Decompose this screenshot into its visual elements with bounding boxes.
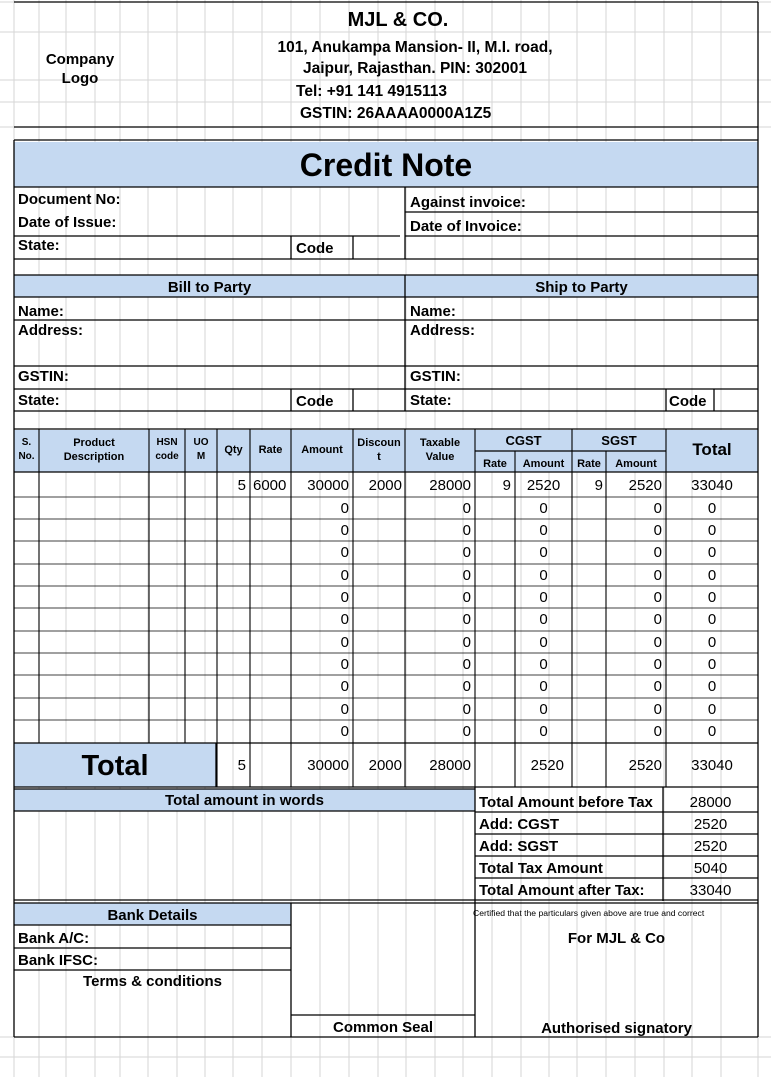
table-cell-sgst-amount: 0 xyxy=(653,500,662,517)
summary-label: Add: CGST xyxy=(479,817,559,832)
table-cell-sgst-rate: 9 xyxy=(594,477,603,494)
bank-ac-label: Bank A/C: xyxy=(18,930,90,947)
table-cell-amount: 30000 xyxy=(307,477,349,494)
table-cell-sgst-amount: 0 xyxy=(653,678,662,695)
company-logo-placeholder xyxy=(30,50,130,88)
table-cell-sgst-amount: 0 xyxy=(653,656,662,673)
table-cell-amount: 0 xyxy=(340,567,349,584)
logo-text-line2: Logo xyxy=(61,70,99,87)
col-header-qty: Qty xyxy=(224,444,243,456)
col-header-cgst-amount: Amount xyxy=(522,458,565,470)
table-cell-taxable: 0 xyxy=(462,544,471,561)
col-header-cgst-rate: Rate xyxy=(483,458,507,470)
state-code-label: Code xyxy=(296,240,334,257)
table-cell-cgst-amount: 0 xyxy=(539,723,548,740)
bill-to-state-label: State: xyxy=(18,392,60,409)
company-address-line2: Jaipur, Rajasthan. PIN: 302001 xyxy=(303,60,527,77)
table-cell-amount: 0 xyxy=(340,656,349,673)
common-seal-label: Common Seal xyxy=(332,1019,434,1036)
terms-label: Terms & conditions xyxy=(83,973,222,990)
table-cell-total: 0 xyxy=(707,500,717,517)
summary-value: 2520 xyxy=(693,816,728,833)
totals-label: Total xyxy=(81,750,149,782)
bill-to-address-label: Address: xyxy=(18,322,84,339)
summary-label: Total Amount after Tax: xyxy=(479,883,645,898)
table-cell-amount: 0 xyxy=(340,701,349,718)
logo-text-line1: Company xyxy=(45,51,115,68)
table-cell-taxable: 0 xyxy=(462,656,471,673)
bill-to-code-label: Code xyxy=(296,393,334,410)
summary-label: Total Tax Amount xyxy=(479,861,603,876)
totals-cgst-amount: 2520 xyxy=(530,757,564,774)
table-cell-discount: 2000 xyxy=(368,477,402,494)
table-cell-sgst-amount: 0 xyxy=(653,723,662,740)
table-cell-sgst-amount: 0 xyxy=(653,611,662,628)
table-cell-sgst-amount: 0 xyxy=(653,634,662,651)
col-header-sgst-amount: Amount xyxy=(615,458,657,470)
table-cell-cgst-amount: 0 xyxy=(539,589,548,606)
ship-to-name-label: Name: xyxy=(410,303,456,320)
state-label: State: xyxy=(18,237,60,254)
bank-details-header: Bank Details xyxy=(107,907,198,924)
table-cell-taxable: 0 xyxy=(462,723,471,740)
col-header-cgst: CGST xyxy=(505,433,542,448)
authorised-signatory-label: Authorised signatory xyxy=(541,1020,692,1037)
ship-to-gstin-label: GSTIN: xyxy=(410,368,461,385)
table-cell-amount: 0 xyxy=(340,522,349,539)
table-cell-cgst-amount: 0 xyxy=(539,701,548,718)
table-cell-taxable: 0 xyxy=(462,500,471,517)
table-cell-cgst-amount: 0 xyxy=(539,522,548,539)
table-cell-total: 0 xyxy=(707,544,717,561)
table-cell-total: 0 xyxy=(707,611,717,628)
totals-grand: 33040 xyxy=(691,757,733,774)
summary-label: Total Amount before Tax xyxy=(479,795,653,810)
table-cell-cgst-amount: 0 xyxy=(539,500,548,517)
amount-in-words-header: Total amount in words xyxy=(165,792,324,809)
for-company-label: For MJL & Co xyxy=(567,930,666,947)
table-cell-cgst-amount: 0 xyxy=(539,567,548,584)
table-cell-amount: 0 xyxy=(340,544,349,561)
table-cell-sgst-amount: 0 xyxy=(653,522,662,539)
ship-to-code-label: Code xyxy=(669,393,707,410)
table-cell-sgst-amount: 0 xyxy=(653,544,662,561)
bill-to-header: Bill to Party xyxy=(167,279,252,296)
table-cell-total: 0 xyxy=(707,678,717,695)
col-header-taxable: Taxable Value xyxy=(419,437,461,463)
document-title: Credit Note xyxy=(299,147,473,183)
table-cell-total: 0 xyxy=(707,522,717,539)
table-cell-cgst-amount: 0 xyxy=(539,544,548,561)
certification-text: Certified that the particulars given above are true and correct xyxy=(473,909,705,918)
table-cell-total: 33040 xyxy=(691,477,733,494)
table-cell-taxable: 0 xyxy=(462,678,471,695)
col-header-discount: Discoun t xyxy=(357,437,401,463)
table-cell-taxable: 0 xyxy=(462,522,471,539)
table-cell-taxable: 0 xyxy=(462,634,471,651)
totals-qty: 5 xyxy=(237,757,246,774)
summary-value: 5040 xyxy=(693,860,728,877)
table-cell-qty: 5 xyxy=(237,477,246,494)
document-no-label: Document No: xyxy=(18,191,121,208)
table-cell-cgst-amount: 0 xyxy=(539,656,548,673)
company-name: MJL & CO. xyxy=(347,9,449,31)
table-cell-rate: 6000 xyxy=(253,477,287,494)
date-of-issue-label: Date of Issue: xyxy=(18,214,117,231)
summary-value: 2520 xyxy=(693,838,728,855)
table-cell-cgst-amount: 0 xyxy=(539,611,548,628)
table-cell-total: 0 xyxy=(707,701,717,718)
bill-to-gstin-label: GSTIN: xyxy=(18,368,69,385)
table-cell-amount: 0 xyxy=(340,500,349,517)
table-cell-total: 0 xyxy=(707,567,717,584)
table-cell-sgst-amount: 0 xyxy=(653,701,662,718)
col-header-total: Total xyxy=(692,440,732,459)
table-cell-taxable: 0 xyxy=(462,611,471,628)
table-cell-taxable: 28000 xyxy=(429,477,471,494)
summary-value: 28000 xyxy=(689,794,732,811)
table-cell-total: 0 xyxy=(707,589,717,606)
summary-label: Add: SGST xyxy=(479,839,559,854)
table-cell-cgst-amount: 0 xyxy=(539,678,548,695)
table-cell-sgst-amount: 0 xyxy=(653,589,662,606)
col-header-sgst: SGST xyxy=(601,433,637,448)
table-cell-amount: 0 xyxy=(340,611,349,628)
table-cell-cgst-amount: 0 xyxy=(539,634,548,651)
date-of-invoice-label: Date of Invoice: xyxy=(410,218,522,235)
table-cell-taxable: 0 xyxy=(462,567,471,584)
table-cell-amount: 0 xyxy=(340,589,349,606)
totals-taxable: 28000 xyxy=(429,757,471,774)
company-tel: Tel: +91 141 4915113 xyxy=(296,83,447,100)
ship-to-state-label: State: xyxy=(410,392,452,409)
table-cell-sgst-amount: 2520 xyxy=(628,477,662,494)
bill-to-name-label: Name: xyxy=(18,303,64,320)
col-header-hsn: HSN code xyxy=(155,437,179,462)
summary-value: 33040 xyxy=(689,882,732,899)
table-cell-total: 0 xyxy=(707,656,717,673)
col-header-amount: Amount xyxy=(301,444,343,456)
col-header-product: Product Description xyxy=(63,437,125,463)
table-cell-total: 0 xyxy=(707,723,717,740)
table-cell-cgst-rate: 9 xyxy=(502,477,511,494)
totals-sgst-amount: 2520 xyxy=(628,757,662,774)
table-cell-taxable: 0 xyxy=(462,589,471,606)
ship-to-header: Ship to Party xyxy=(535,279,628,296)
company-address-line1: 101, Anukampa Mansion- II, M.I. road, xyxy=(277,39,553,56)
against-invoice-label: Against invoice: xyxy=(410,194,526,211)
col-header-sno: S. No. xyxy=(18,437,35,462)
bank-ifsc-label: Bank IFSC: xyxy=(18,952,99,969)
col-header-uom: UO M xyxy=(193,437,209,462)
table-cell-amount: 0 xyxy=(340,634,349,651)
company-gstin: GSTIN: 26AAAA0000A1Z5 xyxy=(300,105,492,122)
ship-to-address-label: Address: xyxy=(410,322,476,339)
col-header-sgst-rate: Rate xyxy=(577,458,601,470)
table-cell-cgst-amount: 2520 xyxy=(526,477,561,494)
table-cell-amount: 0 xyxy=(340,678,349,695)
table-cell-taxable: 0 xyxy=(462,701,471,718)
table-cell-total: 0 xyxy=(707,634,717,651)
totals-amount: 30000 xyxy=(307,757,349,774)
table-cell-amount: 0 xyxy=(340,723,349,740)
col-header-rate: Rate xyxy=(258,444,283,456)
totals-discount: 2000 xyxy=(368,757,402,774)
table-cell-sgst-amount: 0 xyxy=(653,567,662,584)
